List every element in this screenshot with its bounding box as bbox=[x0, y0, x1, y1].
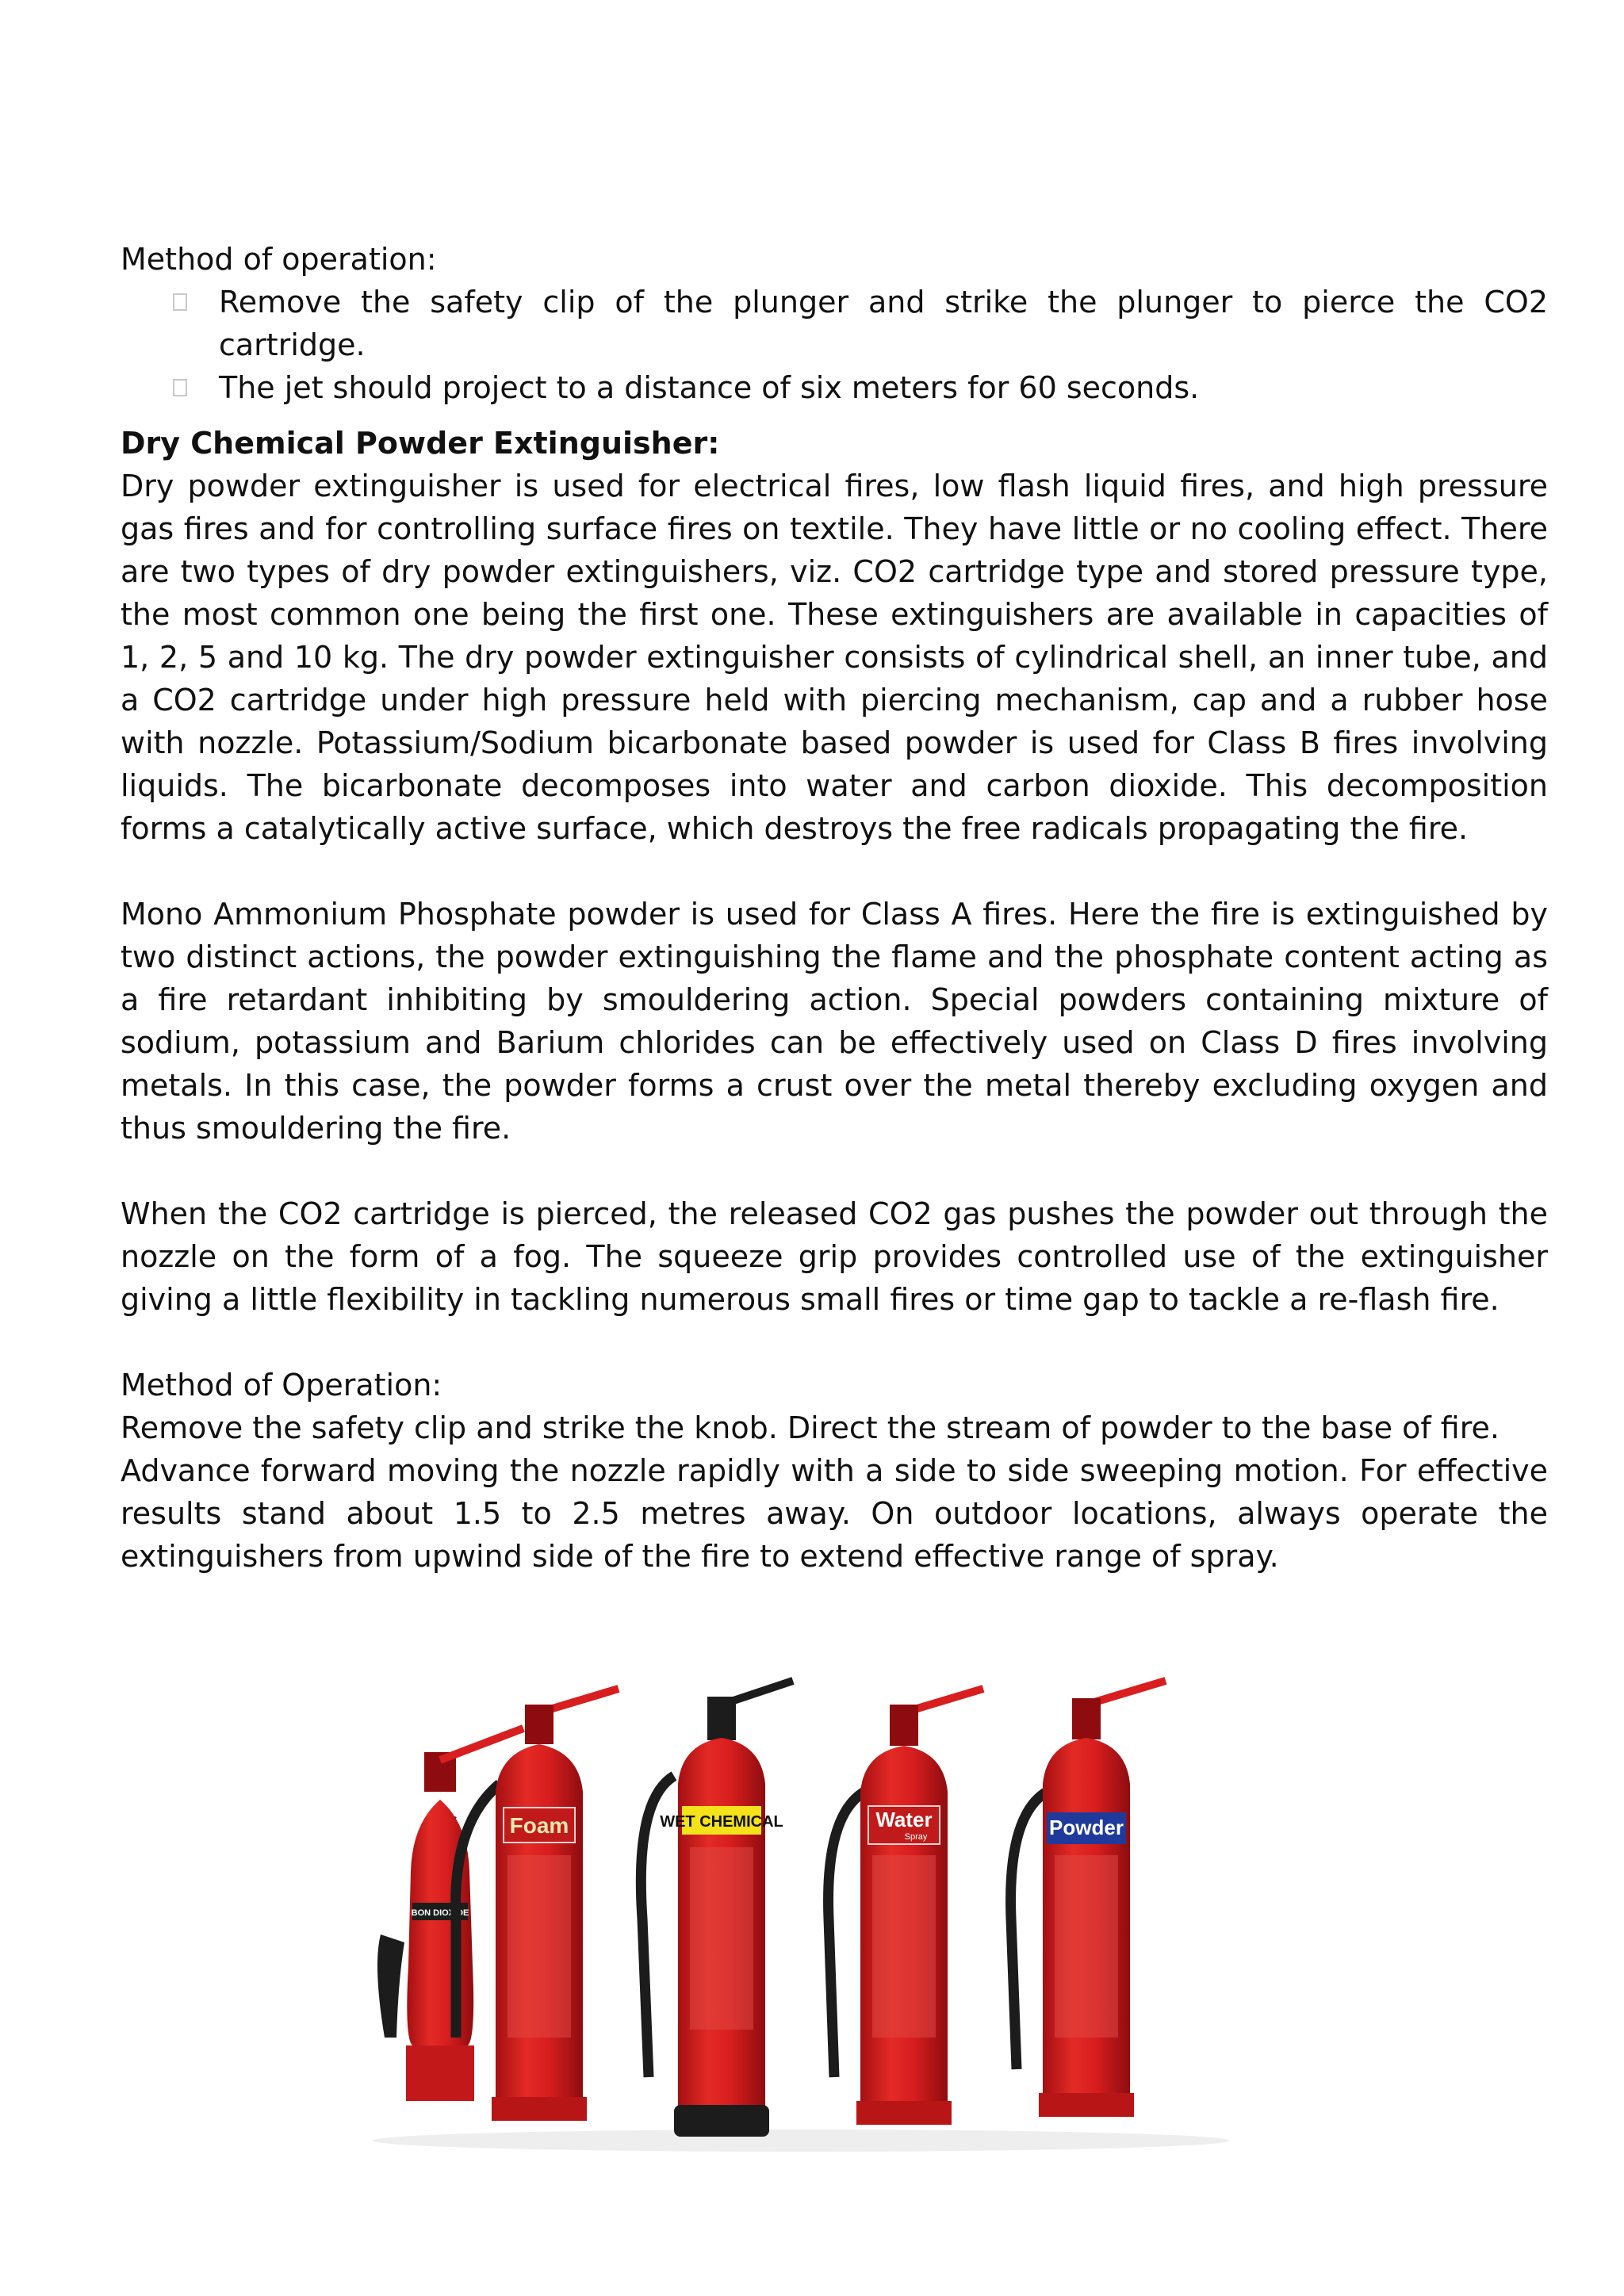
water-label: Water bbox=[875, 1808, 933, 1831]
dry-method-line-2: Advance forward moving the nozzle rapidly with a side to side sweeping motion. For effective results stand about 1.5 to 2.5 metres away. On outdoor locations, always operate the extinguishers from upwind side of the fire to extend effective range of spray. bbox=[121, 1453, 1548, 1574]
foam-extinguisher bbox=[456, 1689, 619, 2121]
list-item-text: Remove the safety clip of the plunger and strike the plunger to pierce the CO2 cartridge. bbox=[219, 285, 1548, 362]
dry-method-title: Method of Operation: bbox=[121, 1368, 442, 1402]
powder-extinguisher bbox=[1011, 1681, 1166, 2117]
dry-powder-paragraph-2: Mono Ammonium Phosphate powder is used for Class A fires. Here the fire is extinguished by two distinct actions, the powder extinguishing the flame and the phosphate content acting as a fire retardant inhibiting by smouldering action. Special powders containing mixture of sodium, potassium and Barium chlorides can be effectively used on Class D fires involving metals. In this case, the powder forms a crust over the metal thereby excluding oxygen and thus smouldering the fire. bbox=[121, 897, 1548, 1146]
co2-method-list bbox=[121, 281, 1548, 409]
list-item bbox=[121, 281, 1548, 366]
co2-label: BON DIOXIDE bbox=[411, 1908, 469, 1918]
dry-powder-paragraph-1: Dry powder extinguisher is used for electrical fires, low flash liquid fires, and high pressure gas fires and for controlling surface fires on textile. They have little or no cooling effect. There are two types of dry powder extinguishers, viz. CO2 cartridge type and stored pressure type, the most common one being the first one. These extinguishers are available in capacities of 1, 2, 5 and 10 kg. The dry powder extinguisher consists of cylindrical shell, an inner tube, and a CO2 cartridge under high pressure held with piercing mechanism, cap and a rubber hose with nozzle. Potassium/Sodium bicarbonate based powder is used for Class B fires involving liquids. The bicarbonate decomposes into water and carbon dioxide. This decomposition forms a catalytically active surface, which destroys the free radicals propagating the fire. bbox=[121, 469, 1548, 846]
document-page bbox=[121, 238, 1548, 1578]
foam-label: Foam bbox=[509, 1813, 569, 1838]
dry-powder-paragraph-3: When the CO2 cartridge is pierced, the released CO2 gas pushes the powder out through the nozzle on the form of a fog. The squeeze grip provides controlled use of the extinguisher giving a little flexibility in tackling numerous small fires or time gap to tackle a re-flash fire. bbox=[121, 1196, 1548, 1317]
wet-chemical-extinguisher bbox=[641, 1681, 793, 2137]
water-extinguisher bbox=[829, 1689, 983, 2125]
list-item bbox=[121, 366, 1548, 409]
wet-chemical-label: WET CHEMICAL bbox=[660, 1813, 783, 1831]
powder-label: Powder bbox=[1049, 1816, 1124, 1839]
list-item-text: The jet should project to a distance of six meters for 60 seconds. bbox=[219, 370, 1200, 405]
dry-method-line-1: Remove the safety clip and strike the knob. Direct the stream of powder to the base of fire. bbox=[121, 1410, 1500, 1445]
extinguishers-illustration bbox=[349, 1665, 1253, 2156]
extinguishers-photo bbox=[349, 1665, 1253, 2156]
water-sub-label: Spray bbox=[904, 1832, 928, 1842]
bullet-box-icon bbox=[173, 293, 187, 311]
co2-method-title: Method of operation: bbox=[121, 242, 437, 277]
bullet-box-icon bbox=[173, 379, 187, 396]
dry-powder-heading: Dry Chemical Powder Extinguisher: bbox=[121, 426, 720, 461]
